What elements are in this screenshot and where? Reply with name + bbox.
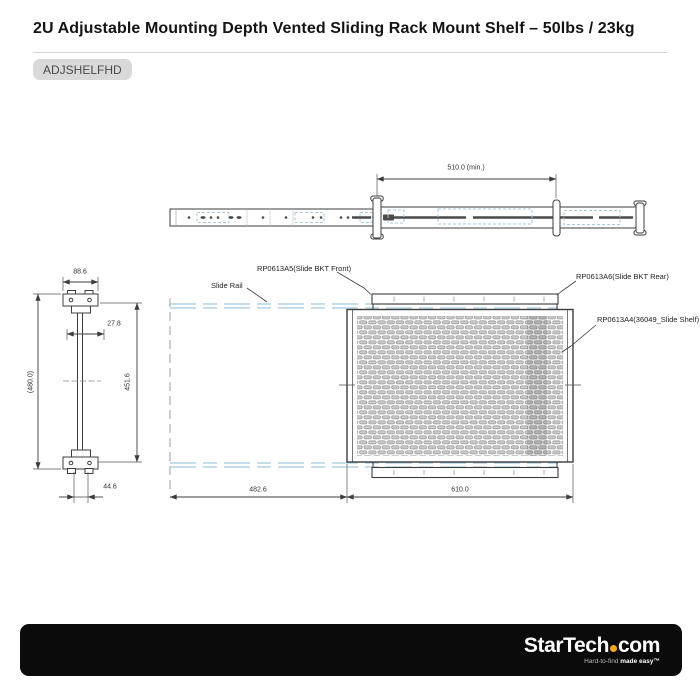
- dim-rail-travel: [377, 174, 556, 198]
- slide-bracket-front: [372, 294, 558, 310]
- dim-overall-height-label: (480.0): [27, 370, 35, 394]
- rail-rear-flange: [553, 200, 560, 236]
- sku-badge: ADJSHELFHD: [33, 59, 132, 80]
- brand-tagline: Hard-to-find made easy™: [584, 657, 660, 665]
- page-title: 2U Adjustable Mounting Depth Vented Sliding Rack Mount Shelf – 50lbs / 23kg: [33, 20, 635, 37]
- dim-foot-width-label: 44.6: [103, 483, 117, 491]
- brand-name: StarTech: [523, 633, 610, 657]
- rail-end-flange: [634, 201, 646, 235]
- brand-bar: [20, 624, 682, 676]
- side-view-slide-rail: [170, 174, 646, 239]
- callout-bracket-front: RP0613A5(Slide BKT Front): [257, 264, 352, 273]
- top-view-shelf: [170, 272, 596, 503]
- vented-shelf-plate: [339, 310, 581, 463]
- logo-dot-icon: [610, 645, 617, 652]
- callout-slide-shelf: RP0613A4(36049_Slide Shelf): [597, 315, 700, 324]
- dim-mounting-height-label: 451.6: [124, 373, 132, 391]
- dim-shelf-depth-label: 610.0: [451, 486, 469, 494]
- dim-rail-extension-label: 482.6: [249, 486, 267, 494]
- brand-tld: com: [618, 633, 660, 657]
- rail-front-flange: [371, 196, 383, 239]
- dim-web-offset-label: 27.8: [107, 320, 121, 328]
- slide-bracket-rear: [372, 462, 558, 478]
- dim-rail-travel-label: 510.0 (min.): [447, 164, 485, 172]
- callout-bracket-rear: RP0613A6(Slide BKT Rear): [576, 272, 669, 281]
- callout-slide-rail: Slide Rail: [211, 281, 243, 290]
- dim-bracket-width-label: 88.6: [73, 268, 87, 276]
- startech-logo: [524, 635, 660, 656]
